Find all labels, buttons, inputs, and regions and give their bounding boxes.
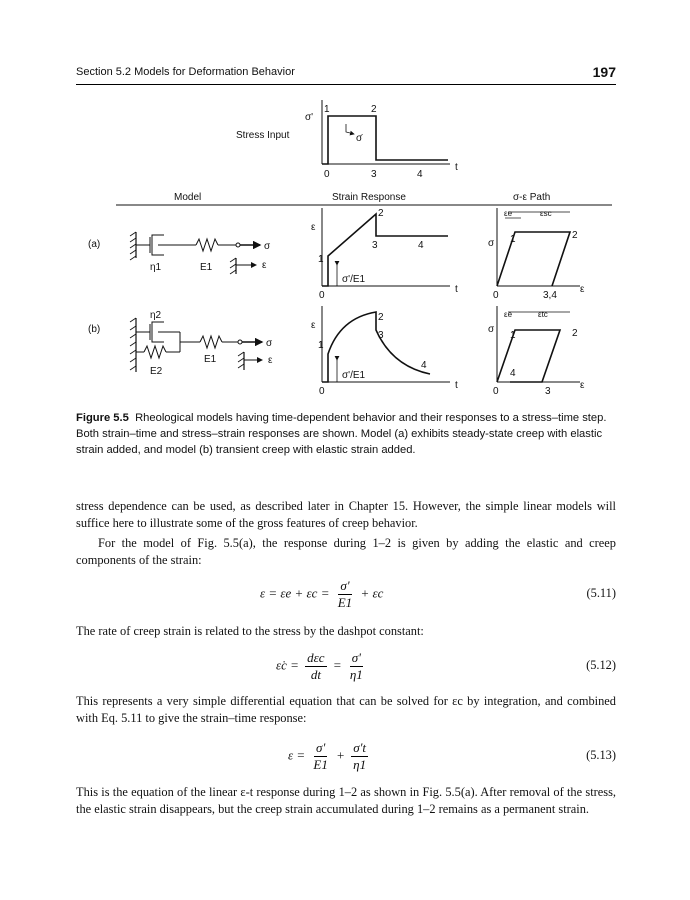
path-a (488, 208, 585, 301)
strain-b-point-2: 2 (378, 312, 384, 323)
model-a-epsilon: ε (262, 260, 267, 271)
eps-e-label-a: εe (504, 209, 513, 218)
eps-sc-label: εsc (540, 209, 552, 218)
eq512-num1: dεc (307, 650, 325, 665)
strain-a-point-3: 3 (372, 240, 378, 251)
point-4-label: 4 (417, 169, 423, 180)
path-b-point-3: 3 (545, 386, 551, 397)
strain-response-a (311, 208, 458, 301)
e1-label-a: E1 (200, 262, 213, 273)
strain-b-point-3: 3 (378, 330, 384, 341)
paragraph-2: For the model of Fig. 5.5(a), the response during 1–2 is given by adding the elastic and creep components of the strain: (76, 536, 616, 567)
eq513-den2: η1 (353, 757, 367, 772)
strain-response-heading: Strain Response (332, 192, 406, 203)
model-a-sigma: σ (264, 241, 271, 252)
path-b-point-2: 2 (572, 328, 578, 339)
eq512-den1: dt (310, 667, 321, 682)
eq512-number: (5.12) (586, 658, 616, 672)
point-0-label: 0 (324, 169, 330, 180)
paragraph-4: This represents a very simple differential equation that can be solved for εc by integration, and combined with Eq. 5.11 to give the strain–time response: (76, 694, 616, 725)
eq511-lhs: ε = εe + εc = (260, 585, 330, 601)
model-b-epsilon: ε (268, 355, 273, 366)
path-a-point-2: 2 (572, 230, 578, 241)
eq511-rhs: + εc (360, 585, 384, 601)
sigma-dot-label: σ̇ (356, 133, 363, 144)
eq511-number: (5.11) (586, 586, 616, 600)
paragraph-3: The rate of creep strain is related to the stress by the dashpot constant: (76, 624, 424, 638)
eq513-num1: σ' (316, 740, 326, 755)
strain-a-point-1: 1 (318, 254, 324, 265)
eta2-label: η2 (150, 310, 162, 321)
figure-label: Figure 5.5 (76, 412, 129, 424)
path-a-point-0: 0 (493, 290, 499, 301)
path-a-point-34: 3,4 (543, 290, 557, 301)
eps-tc-label: εtc (538, 310, 548, 319)
model-b-sigma: σ (266, 338, 273, 349)
eq512-lhs: ε̇c = (276, 657, 299, 673)
strain-b-point-4: 4 (421, 360, 427, 371)
eq511-den: E1 (337, 595, 353, 610)
strain-response-b (311, 306, 458, 397)
page-number: 197 (592, 64, 616, 80)
eq512-den2: η1 (349, 667, 363, 682)
caption-text: Rheological models having time-dependent behavior and their responses to a stress–time step. Both strain–time and stress–strain responses are shown. Model (a) exhibits steady-state creep with elastic strain added, and model (b) transient creep with elastic strain added. (76, 412, 607, 456)
strain-b-t: t (455, 380, 458, 391)
eq511-num: σ' (340, 578, 350, 593)
path-b-epsilon: ε (580, 380, 585, 391)
eq513-mid: + (336, 747, 345, 763)
eq512-mid: = (332, 657, 342, 673)
e1-label-b: E1 (204, 354, 217, 365)
section-title: Section 5.2 Models for Deformation Behavior (76, 66, 295, 78)
stress-input-label: Stress Input (236, 130, 290, 141)
point-1-label: 1 (324, 104, 330, 115)
equation-5-13 (76, 736, 616, 780)
stress-input-plot (236, 100, 458, 180)
paragraph-1: stress dependence can be used, as described later in Chapter 15. However, the simple linear models will suffice here to illustrate some of the gross features of creep behavior. (76, 499, 616, 530)
path-b-point-4: 4 (510, 368, 516, 379)
strain-b-point-1: 1 (318, 340, 324, 351)
path-b-sigma: σ (488, 324, 495, 335)
path-a-epsilon: ε (580, 284, 585, 295)
path-a-point-1: 1 (510, 234, 516, 245)
e2-label: E2 (150, 366, 163, 377)
strain-b-point-0: 0 (319, 386, 325, 397)
eps-e-label-b: εe (504, 310, 513, 319)
eq512-num2: σ' (351, 650, 361, 665)
path-heading: σ-ε Path (513, 192, 551, 203)
equation-5-11 (76, 574, 616, 618)
strain-b-axis: ε (311, 320, 316, 331)
eq513-number: (5.13) (586, 748, 616, 762)
point-3-label: 3 (371, 169, 377, 180)
eq513-num2: σ't (353, 740, 367, 755)
strain-a-point-2: 2 (378, 208, 384, 219)
paragraph-5: This is the equation of the linear ε-t response during 1–2 as shown in Fig. 5.5(a). After removal of the stress, the elastic strain disappears, but the creep strain accumulated during 1–2 remains as a permanent strain. (76, 785, 616, 816)
eq513-lhs: ε = (288, 747, 306, 763)
equation-5-12 (76, 646, 616, 690)
figure-caption (76, 410, 616, 458)
path-a-sigma: σ (488, 238, 495, 249)
time-axis-label: t (455, 162, 458, 173)
eq513-den1: E1 (313, 757, 328, 772)
row-a-label: (a) (88, 239, 101, 250)
strain-a-point-0: 0 (319, 290, 325, 301)
eta1-label: η1 (150, 262, 162, 273)
strain-a-point-4: 4 (418, 240, 424, 251)
stress-axis-label: σ' (305, 112, 314, 123)
row-b-label: (b) (88, 324, 101, 335)
slope-label-a: σ'/E1 (342, 274, 366, 285)
strain-a-axis: ε (311, 222, 316, 233)
strain-a-t: t (455, 284, 458, 295)
model-heading: Model (174, 192, 202, 203)
path-b-point-1: 1 (510, 330, 516, 341)
path-b (488, 306, 585, 397)
point-2-label: 2 (371, 104, 377, 115)
slope-label-b: σ'/E1 (342, 370, 366, 381)
figure-5-5 (0, 0, 690, 400)
model-b (88, 310, 273, 377)
path-b-point-0: 0 (493, 386, 499, 397)
model-a (88, 232, 271, 274)
